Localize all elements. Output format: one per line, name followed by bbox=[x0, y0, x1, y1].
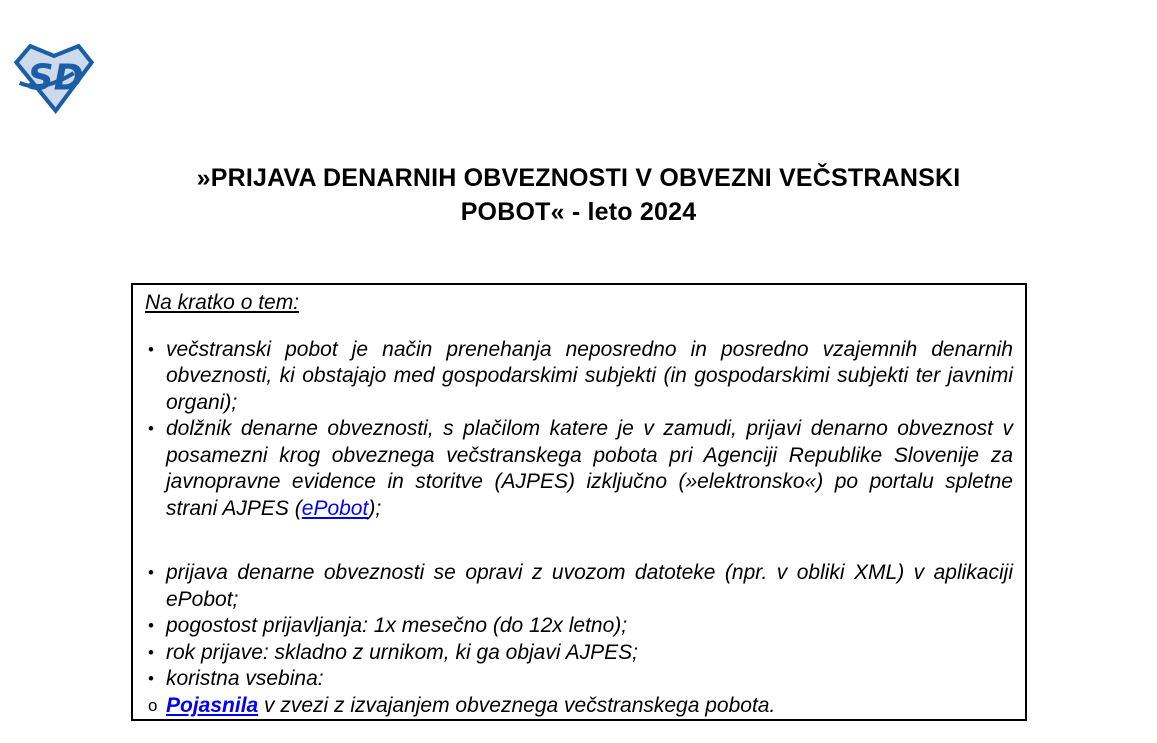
bullet-icon: • bbox=[148, 563, 154, 582]
sub-bullet-item-pojasnila bbox=[145, 693, 1013, 720]
bullet-text: večstranski pobot je način prenehanja neposredno in posredno vzajemnih denarnih obveznosti, ki obstajajo med gospodarskimi subjekti (in gospodarskimi subjekti ter javnimi organi); bbox=[166, 337, 1013, 414]
sub-bullet-icon: o bbox=[148, 695, 158, 715]
document-title-line1: »PRIJAVA DENARNIH OBVEZNOSTI V OBVEZNI VEČSTRANSKI bbox=[196, 164, 961, 192]
bullet-text: pogostost prijavljanja: 1x mesečno (do 12x letno); bbox=[166, 614, 628, 637]
pojasnila-link[interactable]: Pojasnila bbox=[166, 693, 259, 717]
bullet-text: v zvezi z izvajanjem obveznega večstranskega pobota. bbox=[258, 693, 776, 717]
bullet-text: koristna vsebina: bbox=[166, 667, 324, 690]
bullet-icon: • bbox=[148, 616, 154, 635]
bullet-list bbox=[145, 337, 1013, 720]
bullet-item-pogostost bbox=[145, 613, 1013, 640]
document-title-line2: POBOT« - leto 2024 bbox=[460, 198, 697, 226]
bullet-icon: • bbox=[148, 669, 154, 688]
summary-box bbox=[131, 283, 1027, 721]
bullet-item-prijava bbox=[145, 560, 1013, 613]
sd-logo-letters: SD bbox=[27, 57, 84, 99]
bullet-text: prijava denarne obveznosti se opravi z uvozom datoteke (npr. v obliki XML) v aplikaciji ePobot; bbox=[166, 561, 1013, 611]
document-title bbox=[0, 161, 1157, 229]
bullet-icon: • bbox=[148, 339, 154, 359]
sd-logo bbox=[12, 42, 96, 114]
bullet-icon: • bbox=[148, 642, 154, 662]
bullet-item-dolznik bbox=[145, 416, 1013, 522]
bullet-text: rok prijave: skladno z urnikom, ki ga objavi AJPES; bbox=[166, 640, 638, 664]
bullet-item-rok-prijave bbox=[145, 640, 1013, 667]
bullet-text: ); bbox=[368, 496, 382, 520]
sd-logo-shield bbox=[12, 42, 96, 114]
bullet-item-vecstranski-pobot bbox=[145, 337, 1013, 417]
summary-heading: Na kratko o tem: bbox=[145, 291, 300, 314]
epobot-link[interactable]: ePobot bbox=[301, 496, 369, 520]
bullet-text: dolžnik denarne obveznosti, s plačilom katere je v zamudi, prijavi denarno obveznost v posamezni krog obveznega večstranskega pobota pri Agenciji Republike Slovenije za javnopravne evidence in storitve (AJPES) izključno (»elektronsko«) po portalu spletne strani AJPES ( bbox=[166, 417, 1013, 520]
bullet-item-koristna-vsebina bbox=[145, 666, 1013, 693]
bullet-icon: • bbox=[148, 419, 154, 438]
